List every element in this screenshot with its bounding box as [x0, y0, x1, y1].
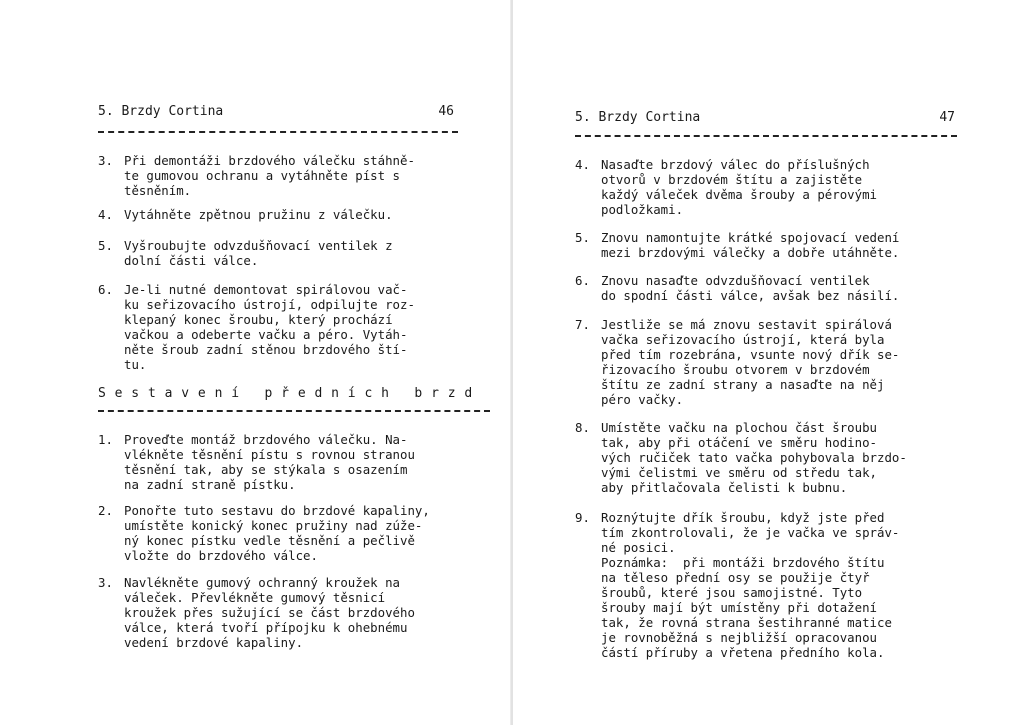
- step-line: váleček. Převlékněte gumový těsnicí: [124, 590, 386, 605]
- right-header-rule: [575, 135, 957, 137]
- left-step-4: [98, 207, 498, 222]
- right-page: [513, 0, 1024, 725]
- left-assembly-step-1: [98, 432, 508, 492]
- left-page-number: 46: [438, 104, 454, 119]
- step-line: tu.: [124, 357, 147, 372]
- step-line: válce, která tvoří přípojku k ohebnému: [124, 620, 408, 635]
- step-line: do spodní části válce, avšak bez násilí.: [601, 288, 900, 303]
- step-number: 1.: [98, 432, 113, 447]
- step-line: mezi brzdovými válečky a dobře utáhněte.: [601, 245, 900, 260]
- step-number: 8.: [575, 420, 590, 435]
- step-line: umístěte konický konec pružiny nad zúže-: [124, 518, 423, 533]
- right-header-title: 5. Brzdy Cortina: [575, 110, 701, 125]
- step-line: těsněním.: [124, 183, 192, 198]
- step-number: 5.: [575, 230, 590, 245]
- step-number: 3.: [98, 575, 113, 590]
- step-line: Navlékněte gumový ochranný kroužek na: [124, 575, 401, 590]
- left-step-5: [98, 238, 498, 268]
- note-line: na těleso přední osy se použije čtyř: [601, 570, 870, 585]
- step-line: péro vačky.: [601, 392, 684, 407]
- step-line: štítu ze zadní strany a nasaďte na něj: [601, 377, 885, 392]
- step-line: né posici.: [601, 540, 676, 555]
- step-number: 2.: [98, 503, 113, 518]
- step-line: Při demontáži brzdového válečku stáhně-: [124, 153, 415, 168]
- step-line: ný konec pístku vedle těsnění a pečlivě: [124, 533, 415, 548]
- right-step-8: [575, 420, 1015, 495]
- step-line: otvorů v brzdovém štítu a zajistěte: [601, 172, 863, 187]
- step-number: 6.: [575, 273, 590, 288]
- step-number: 6.: [98, 282, 113, 297]
- section-rule: [98, 410, 490, 412]
- step-line: Znovu nasaďte odvzdušňovací ventilek: [601, 273, 870, 288]
- step-number: 4.: [98, 207, 113, 222]
- step-line: na zadní straně pístku.: [124, 477, 296, 492]
- note-line: šroubů, které jsou samojistné. Tyto: [601, 585, 863, 600]
- right-running-header: [575, 110, 955, 125]
- left-running-header: [98, 104, 454, 119]
- step-number: 5.: [98, 238, 113, 253]
- step-line: Znovu namontujte krátké spojovací vedení: [601, 230, 900, 245]
- step-line: vačkou a odeberte vačku a péro. Vytáh-: [124, 327, 408, 342]
- step-line: Umístěte vačku na plochou část šroubu: [601, 420, 878, 435]
- right-step-4: [575, 157, 1015, 217]
- note-line: je rovnoběžná s nejbližší opracovanou: [601, 630, 878, 645]
- right-step-9: [575, 510, 1015, 660]
- step-line: Roznýtujte dřík šroubu, když jste před: [601, 510, 885, 525]
- step-line: aby přitlačovala čelisti k bubnu.: [601, 480, 848, 495]
- left-header-rule: [98, 131, 458, 133]
- step-line: těsnění tak, aby se stýkala s osazením: [124, 462, 408, 477]
- step-line: dolní části válce.: [124, 253, 259, 268]
- left-assembly-step-2: [98, 503, 508, 563]
- step-line: kroužek přes sužující se část brzdového: [124, 605, 415, 620]
- step-line: te gumovou ochranu a vytáhněte píst s: [124, 168, 401, 183]
- step-line: Proveďte montáž brzdového válečku. Na-: [124, 432, 408, 447]
- step-line: každý váleček dvěma šrouby a pérovými: [601, 187, 878, 202]
- step-line: podložkami.: [601, 202, 684, 217]
- step-line: Nasaďte brzdový válec do příslušných: [601, 157, 870, 172]
- left-step-3: [98, 153, 498, 198]
- step-line: vlékněte těsnění pístu s rovnou stranou: [124, 447, 415, 462]
- left-step-6: [98, 282, 498, 372]
- step-line: něte šroub zadní stěnou brzdového ští-: [124, 342, 408, 357]
- step-line: tak, aby při otáčení ve směru hodino-: [601, 435, 878, 450]
- left-header-title: 5. Brzdy Cortina: [98, 104, 224, 119]
- step-line: Jestliže se má znovu sestavit spirálová: [601, 317, 892, 332]
- note-line: částí příruby a vřetena předního kola.: [601, 645, 885, 660]
- section-title: S e s t a v e n í p ř e d n í c h b r z d: [98, 386, 473, 401]
- step-line: vých ručiček tato vačka pohybovala brzdo-: [601, 450, 907, 465]
- step-line: vložte do brzdového válce.: [124, 548, 318, 563]
- step-line: Je-li nutné demontovat spirálovou vač-: [124, 282, 408, 297]
- step-line: klepaný konec šroubu, který prochází: [124, 312, 393, 327]
- step-line: tím zkontrolovali, že je vačka ve správ-: [601, 525, 900, 540]
- step-line: vými čelistmi ve směru od středu tak,: [601, 465, 878, 480]
- step-line: Ponořte tuto sestavu do brzdové kapaliny,: [124, 503, 430, 518]
- left-assembly-step-3: [98, 575, 508, 650]
- step-line: Vyšroubujte odvzdušňovací ventilek z: [124, 238, 393, 253]
- note-line: tak, že rovná strana šestihranné matice: [601, 615, 892, 630]
- note-line: šrouby mají být umístěny při dotažení: [601, 600, 878, 615]
- step-line: ku seřizovacího ústrojí, odpilujte roz-: [124, 297, 415, 312]
- step-number: 9.: [575, 510, 590, 525]
- note-line: Poznámka: při montáži brzdového štítu: [601, 555, 885, 570]
- step-line: Vytáhněte zpětnou pružinu z válečku.: [124, 207, 393, 222]
- step-number: 3.: [98, 153, 113, 168]
- step-line: řizovacího šroubu otvorem v brzdovém: [601, 362, 870, 377]
- right-step-6: [575, 273, 1015, 303]
- right-page-number: 47: [939, 110, 955, 125]
- step-line: vedení brzdové kapaliny.: [124, 635, 304, 650]
- step-line: před tím rozebrána, vsunte nový dřík se-: [601, 347, 900, 362]
- step-number: 7.: [575, 317, 590, 332]
- step-line: vačka seřizovacího ústrojí, která byla: [601, 332, 885, 347]
- left-page: [0, 0, 511, 725]
- step-number: 4.: [575, 157, 590, 172]
- right-step-7: [575, 317, 1015, 407]
- right-step-5: [575, 230, 1015, 260]
